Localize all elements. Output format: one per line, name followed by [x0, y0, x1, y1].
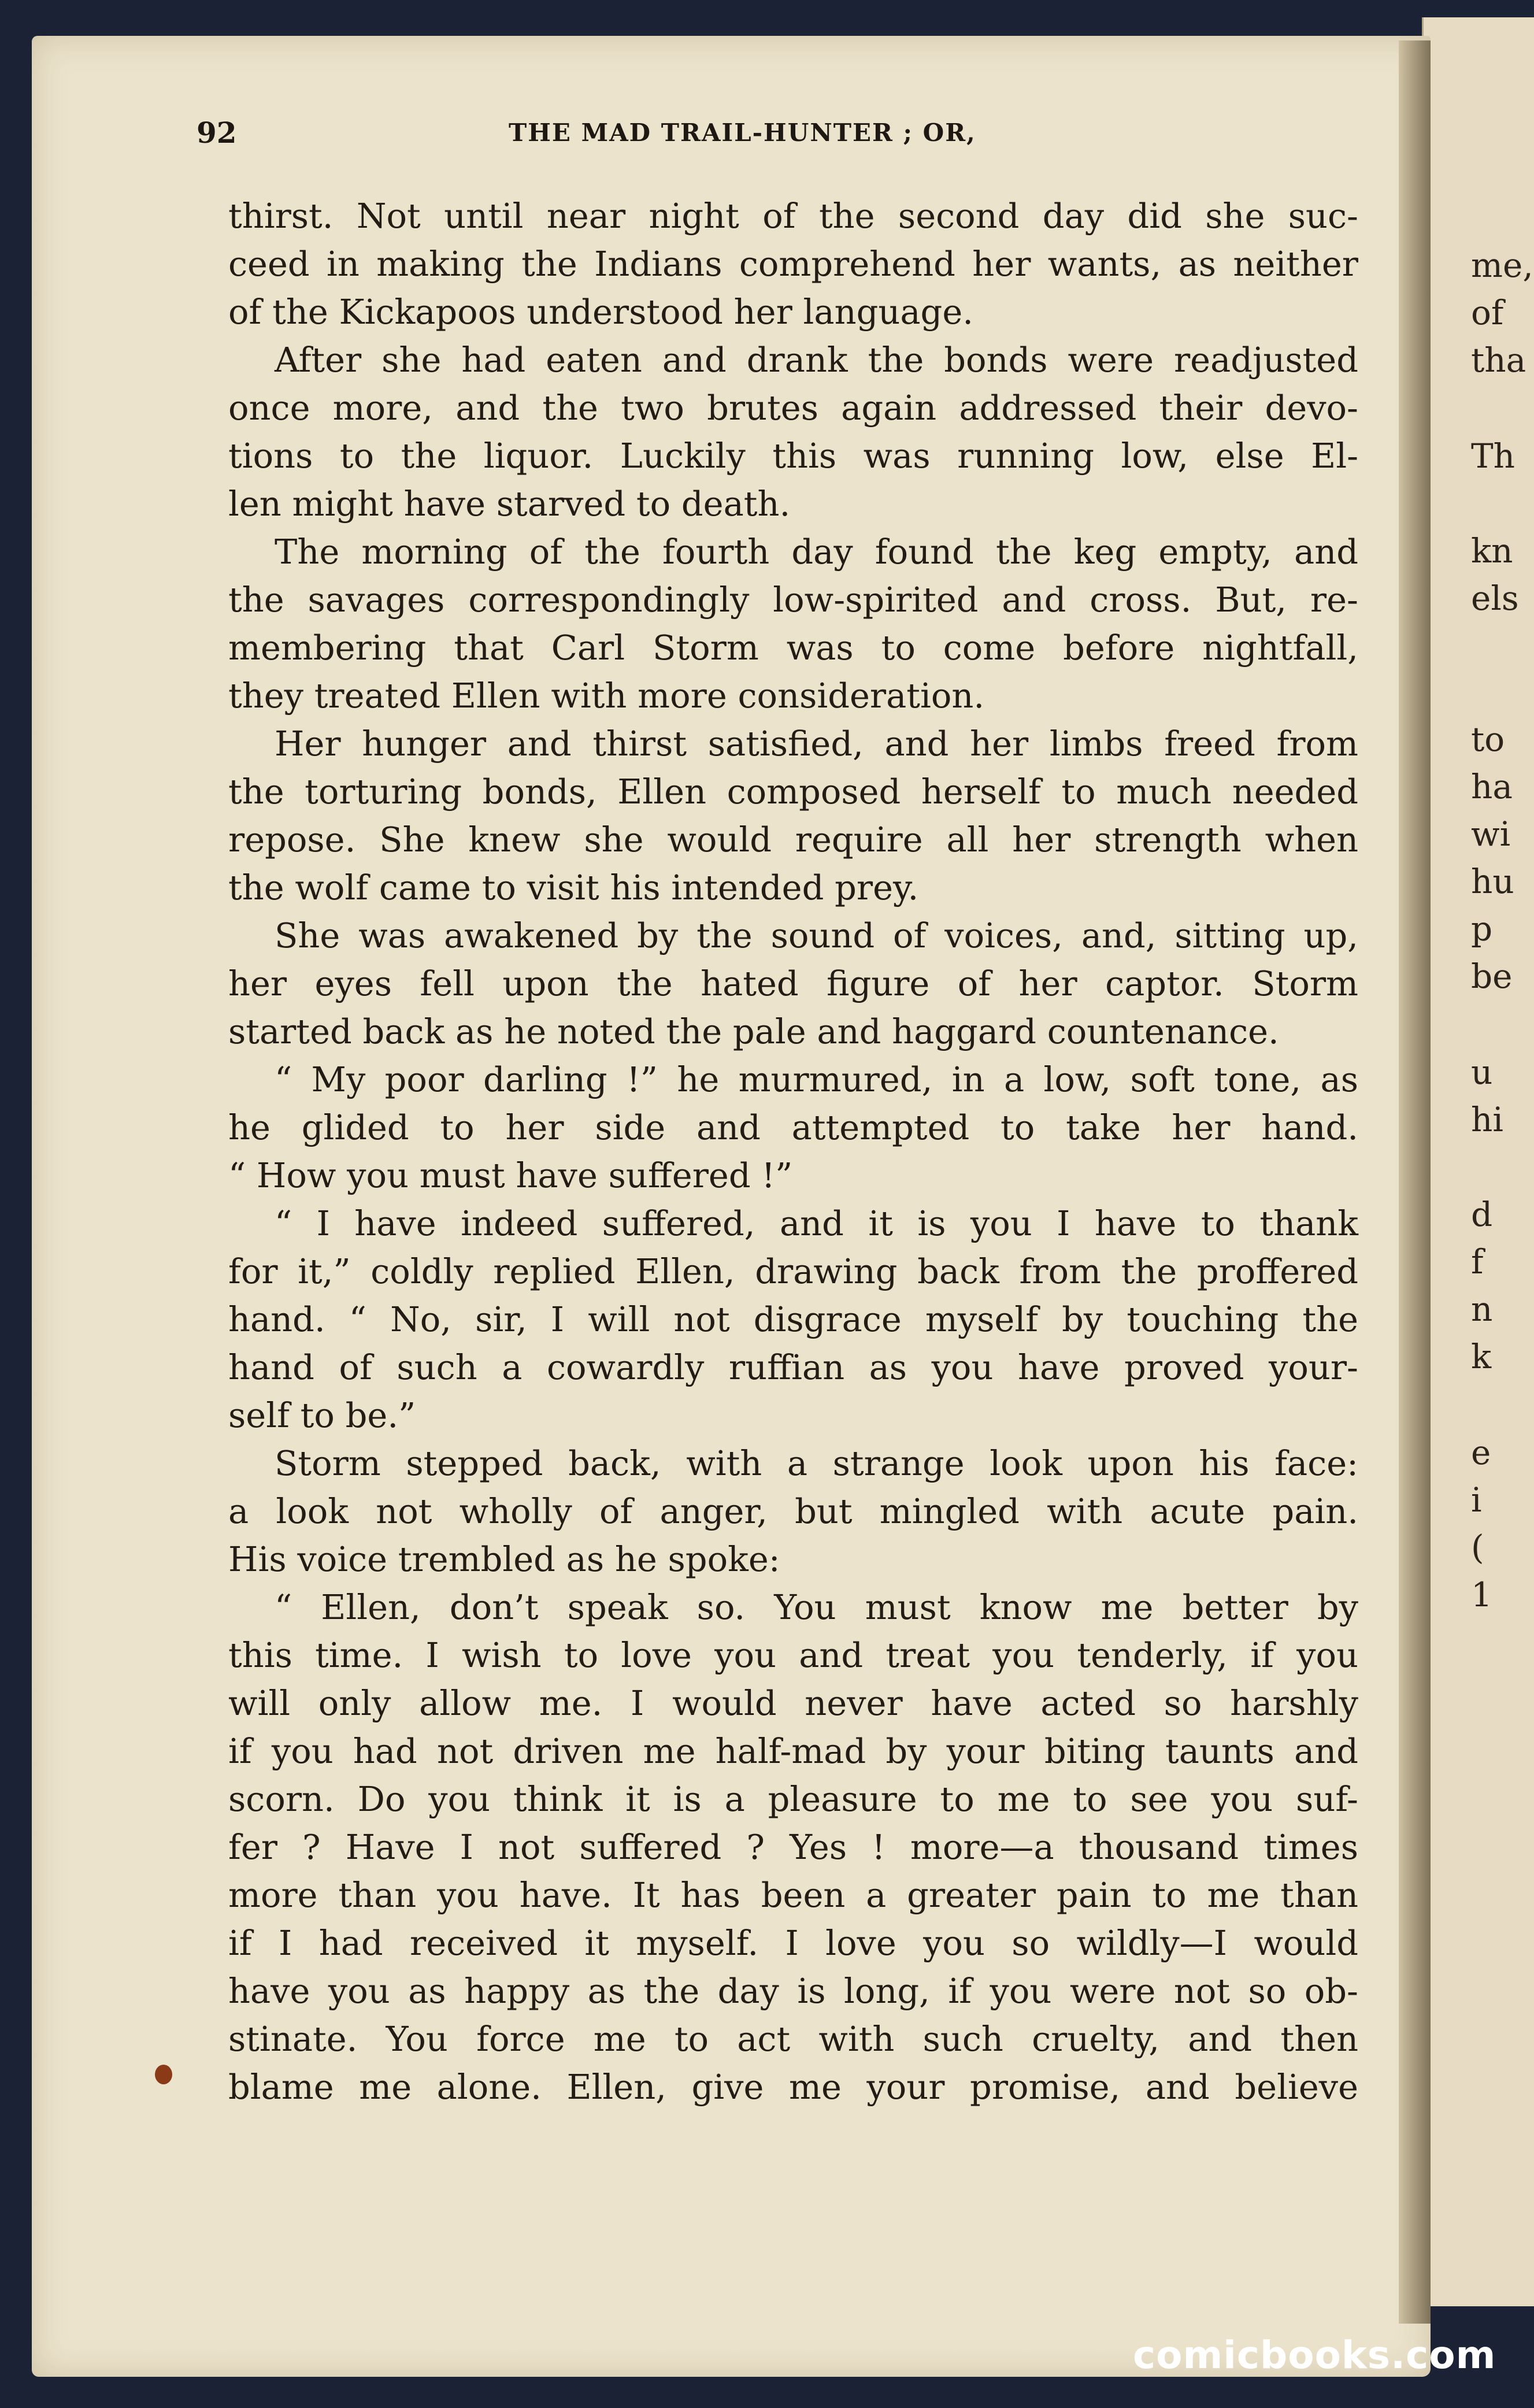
facing-page-fragment: e [1471, 1433, 1491, 1472]
text-line: hand. “ No, sir, I will not disgrace myself by touching the [228, 1299, 1358, 1339]
text-line: tions to the liquor. Luckily this was running low, else El- [228, 436, 1358, 476]
facing-page-fragment: u [1471, 1053, 1493, 1092]
text-line: blame me alone. Ellen, give me your promise, and believe [228, 2067, 1358, 2107]
text-line: self to be.” [228, 1395, 416, 1435]
text-line: for it,” coldly replied Ellen, drawing back from the proffered [228, 1251, 1358, 1291]
text-line: thirst. Not until near night of the second day did she suc- [228, 196, 1358, 236]
text-line: he glided to her side and attempted to take her hand. [228, 1107, 1358, 1147]
text-line: fer ? Have I not suffered ? Yes ! more—a thousand times [228, 1827, 1358, 1867]
facing-page-fragment: els [1471, 579, 1519, 618]
text-line: ceed in making the Indians comprehend her wants, as neither [228, 244, 1358, 284]
text-line: they treated Ellen with more consideration. [228, 676, 985, 716]
text-line: len might have starved to death. [228, 484, 791, 524]
facing-page-fragment: n [1471, 1290, 1493, 1329]
facing-page-fragment: wi [1471, 814, 1511, 854]
text-line: “ My poor darling !” he murmured, in a low, soft tone, as [275, 1059, 1358, 1099]
text-line: have you as happy as the day is long, if you were not so ob- [228, 1971, 1358, 2011]
text-line: membering that Carl Storm was to come before nightfall, [228, 628, 1358, 668]
text-line: “ How you must have suffered !” [228, 1155, 793, 1195]
text-line: stinate. You force me to act with such cruelty, and then [228, 2019, 1358, 2059]
text-line: more than you have. It has been a greater pain to me than [228, 1875, 1358, 1915]
page-gutter-shadow [1399, 40, 1431, 2324]
text-line: Storm stepped back, with a strange look upon his face: [275, 1443, 1358, 1483]
facing-page-fragment: tha [1471, 340, 1526, 380]
facing-page-fragment: ( [1471, 1528, 1484, 1567]
page-number: 92 [197, 116, 237, 150]
facing-page-fragment: kn [1471, 531, 1513, 570]
facing-page-fragment: i [1471, 1480, 1482, 1520]
text-line: the savages correspondingly low-spirited and cross. But, re- [228, 580, 1358, 620]
text-line: After she had eaten and drank the bonds were readjusted [275, 340, 1358, 380]
facing-page-fragment: ha [1471, 767, 1513, 806]
facing-page-fragment: to [1471, 720, 1505, 759]
text-line: “ I have indeed suffered, and it is you I have to thank [275, 1203, 1358, 1243]
text-line: her eyes fell upon the hated figure of her captor. Storm [228, 964, 1358, 1003]
text-line: a look not wholly of anger, but mingled with acute pain. [228, 1491, 1358, 1531]
facing-page-fragment: f [1471, 1242, 1484, 1281]
text-line: this time. I wish to love you and treat you tenderly, if you [228, 1635, 1358, 1675]
text-line: the torturing bonds, Ellen composed herself to much needed [228, 772, 1358, 812]
facing-page-fragment: me, [1471, 246, 1533, 285]
facing-page-fragment: p [1471, 909, 1493, 949]
text-line: scorn. Do you think it is a pleasure to me to see you suf- [228, 1779, 1358, 1819]
facing-page-fragment: d [1471, 1195, 1493, 1234]
running-head: THE MAD TRAIL-HUNTER ; OR, [509, 118, 976, 147]
ink-blot [155, 2065, 172, 2084]
facing-page-fragment: be [1471, 957, 1513, 996]
watermark: comicbooks.com [1133, 2333, 1496, 2377]
text-line: She was awakened by the sound of voices, and, sitting up, [275, 916, 1358, 955]
text-line: The morning of the fourth day found the keg empty, and [275, 532, 1358, 572]
text-line: the wolf came to visit his intended prey. [228, 868, 919, 907]
body-text [228, 192, 1358, 2111]
facing-page-fragment: 1 [1471, 1575, 1492, 1614]
facing-page-fragment: hi [1471, 1100, 1503, 1139]
text-line: His voice trembled as he spoke: [228, 1539, 780, 1579]
text-line: repose. She knew she would require all her strength when [228, 820, 1358, 860]
text-line: Her hunger and thirst satisfied, and her limbs freed from [275, 724, 1358, 764]
facing-page-edge [1422, 17, 1534, 2306]
facing-page-fragment: hu [1471, 862, 1514, 901]
text-line: will only allow me. I would never have acted so harshly [228, 1683, 1358, 1723]
text-line: of the Kickapoos understood her language. [228, 292, 973, 332]
facing-page-fragment: k [1471, 1337, 1492, 1376]
text-line: if I had received it myself. I love you so wildly—I would [228, 1923, 1358, 1963]
facing-page-fragment: Th [1471, 436, 1516, 476]
text-line: started back as he noted the pale and haggard countenance. [228, 1012, 1279, 1051]
facing-page-fragment: of [1471, 293, 1504, 332]
text-line: hand of such a cowardly ruffian as you have proved your- [228, 1347, 1358, 1387]
text-line: once more, and the two brutes again addressed their devo- [228, 388, 1358, 428]
text-line: if you had not driven me half-mad by your biting taunts and [228, 1731, 1358, 1771]
text-line: “ Ellen, don’t speak so. You must know me better by [275, 1587, 1358, 1627]
